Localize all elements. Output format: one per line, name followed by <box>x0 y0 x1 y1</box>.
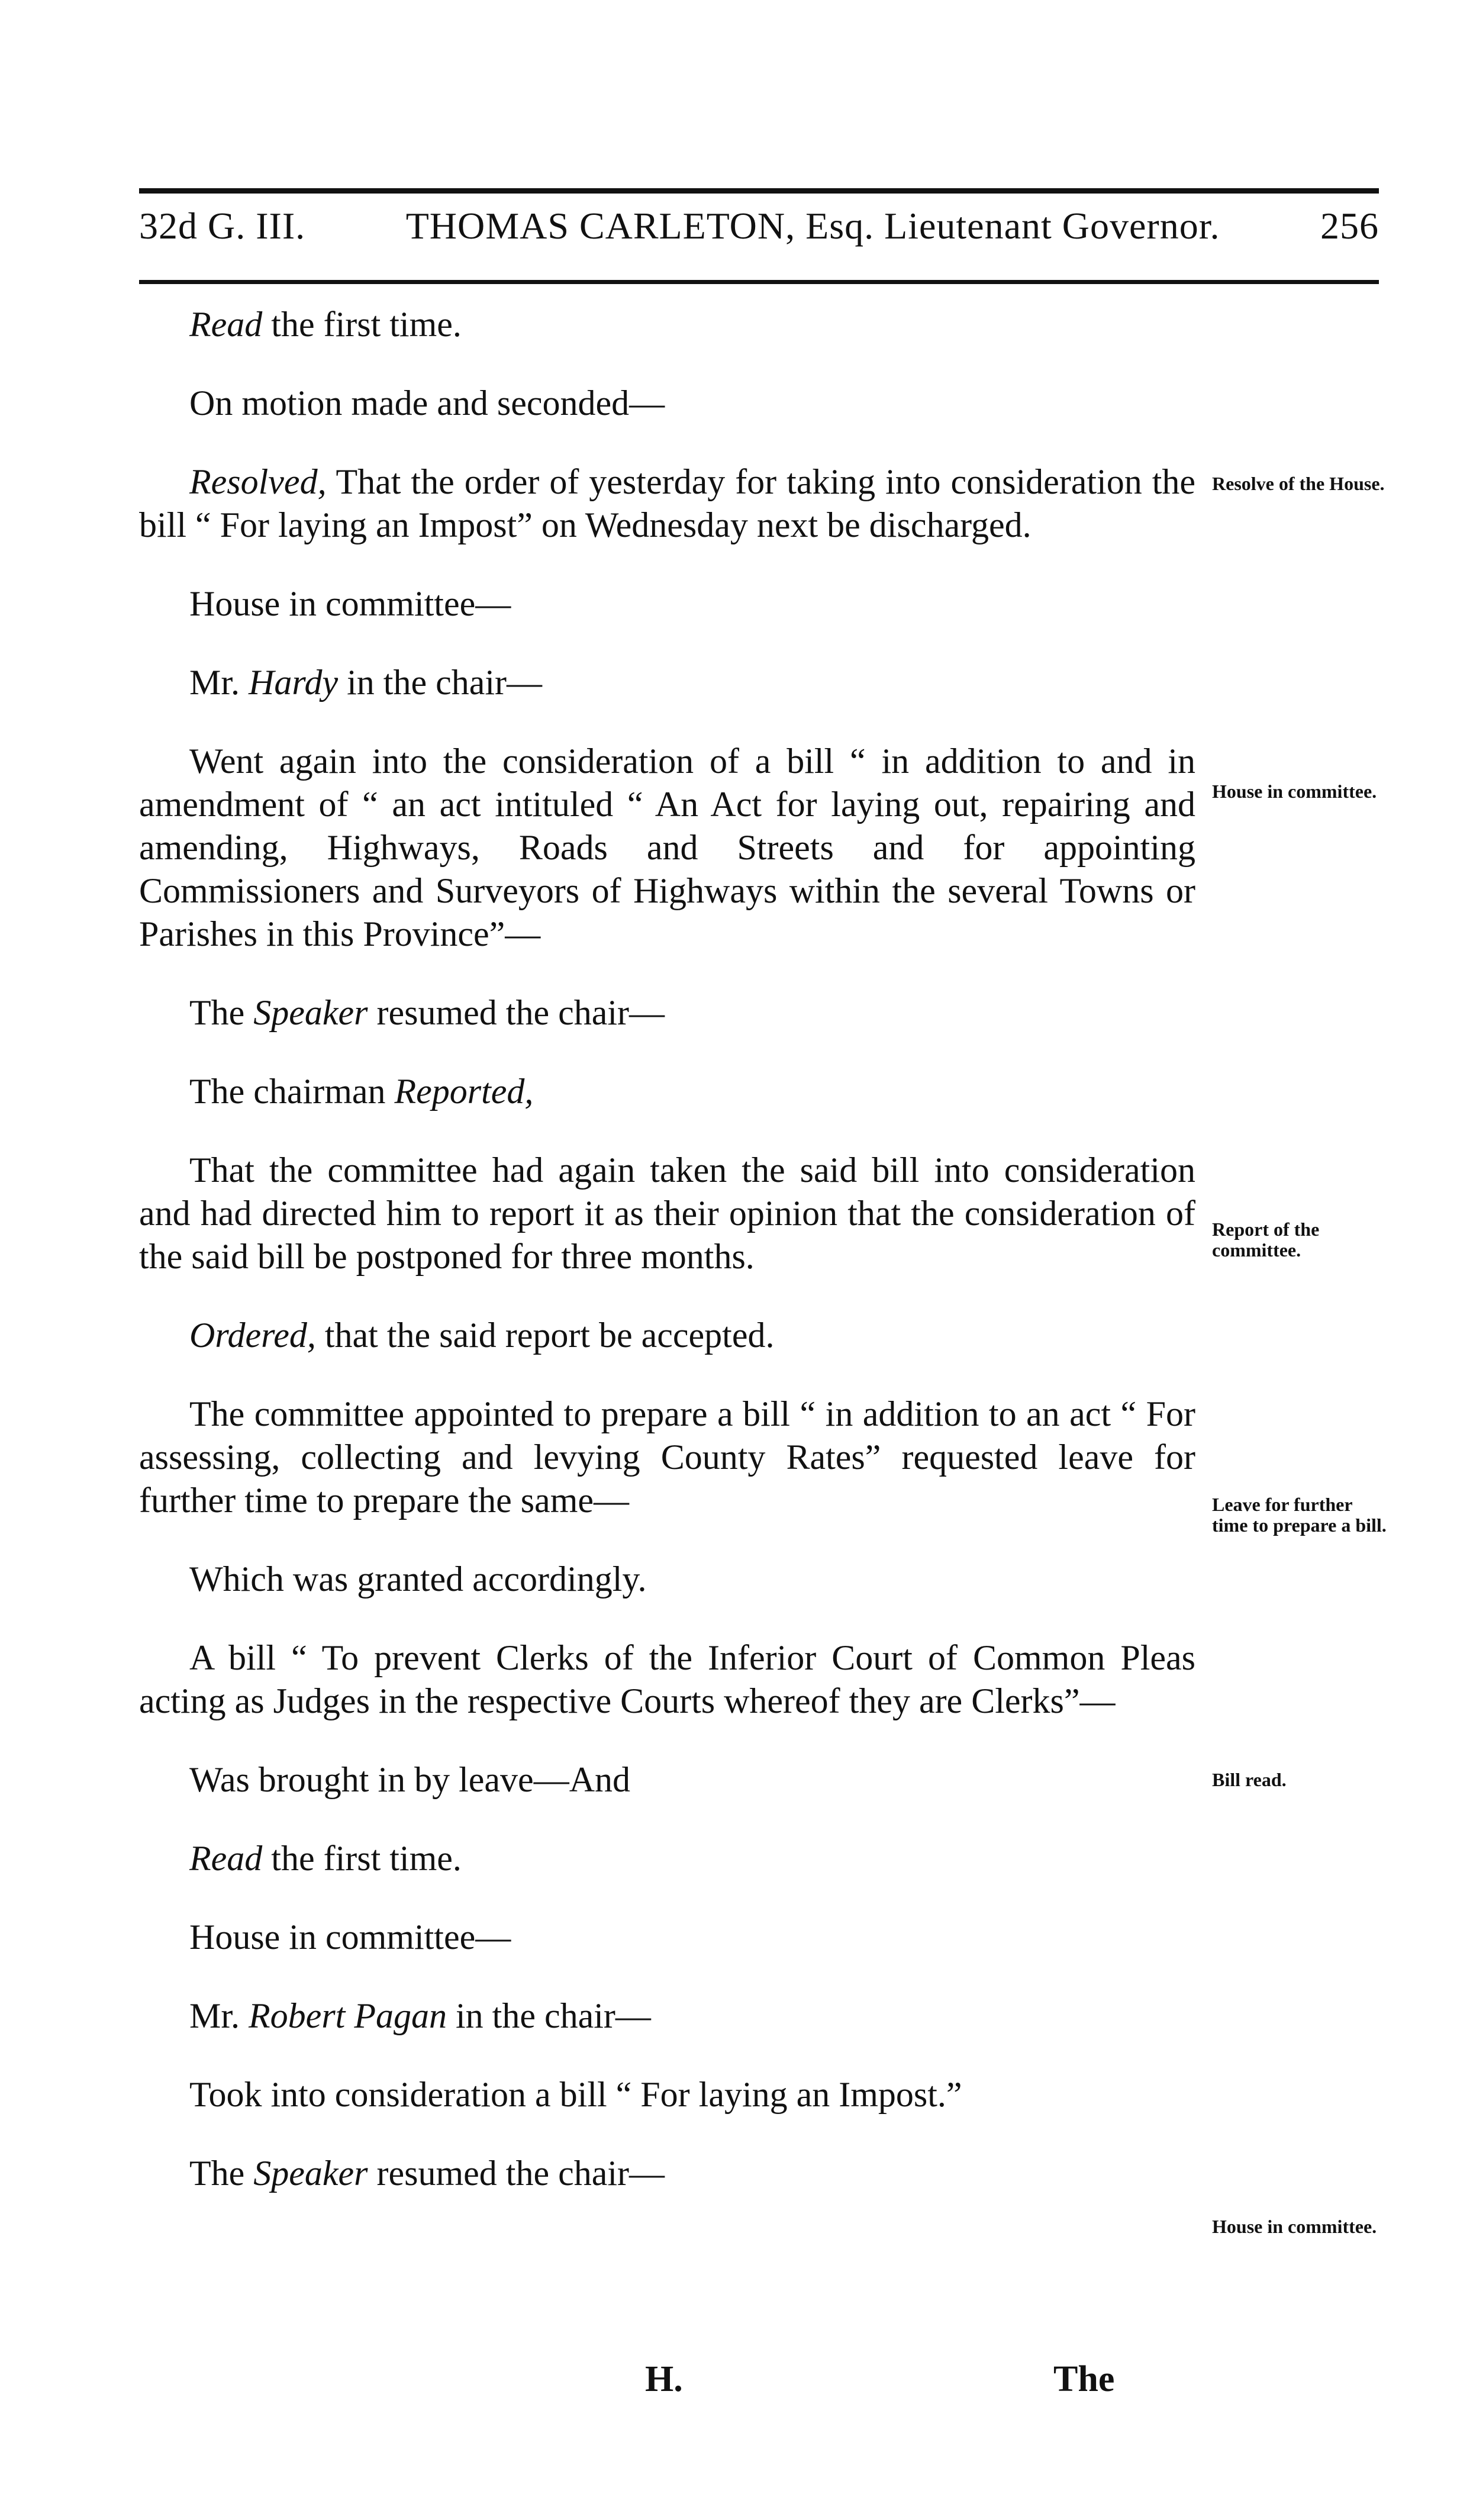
paragraph: The chairman Reported, <box>189 1072 534 1111</box>
paragraph: House in committee— <box>189 584 511 623</box>
margin-note: House in committee. <box>1212 2216 1377 2237</box>
header-title: THOMAS CARLETON, Esq. Lieutenant Governor. <box>405 205 1220 247</box>
paragraph: Ordered, that the said report be accepted. <box>189 1316 775 1355</box>
paragraph: Was brought in by leave—And <box>189 1760 631 1799</box>
margin-note: Resolve of the House. <box>1212 473 1385 494</box>
margin-note: Leave for further time to prepare a bill. <box>1212 1494 1387 1536</box>
header-rule-top <box>139 188 1379 194</box>
paragraph: Read the first time. <box>189 1839 462 1878</box>
header-regnal-year: 32d G. III. <box>139 205 306 247</box>
paragraph: The committee appointed to prepare a bill “ in addition to an act “ For assessing, collecting and levying County Rates” requested leave for further time to prepare the same— <box>139 1394 1195 1520</box>
paragraph: A bill “ To prevent Clerks of the Inferior Court of Common Pleas acting as Judges in the respective Courts whereof they are Clerks”— <box>139 1638 1195 1720</box>
paragraph: Mr. Hardy in the chair— <box>189 663 543 702</box>
paragraph: Took into consideration a bill “ For laying an Impost.” <box>189 2075 962 2114</box>
paragraph: The Speaker resumed the chair— <box>189 993 665 1032</box>
paragraph: Mr. Robert Pagan in the chair— <box>189 1996 651 2035</box>
paragraph: Resolved, That the order of yesterday for taking into consideration the bill “ For laying an Impost” on Wednesday next be discharged. <box>139 462 1195 544</box>
margin-note: House in committee. <box>1212 781 1377 802</box>
page-number: 256 <box>1320 205 1379 247</box>
paragraph: House in committee— <box>189 1918 511 1957</box>
paragraph: On motion made and seconded— <box>189 384 665 423</box>
margin-note: Report of the committee. <box>1212 1219 1320 1261</box>
paragraph: Read the first time. <box>189 305 462 344</box>
paragraph: The Speaker resumed the chair— <box>189 2154 665 2193</box>
paragraph: That the committee had again taken the said bill into consideration and had directed him to report it as their opinion that the consideration of the said bill be postponed for three months. <box>139 1151 1195 1276</box>
header-rule-bottom <box>139 280 1379 284</box>
signature-mark: H. <box>645 2359 683 2399</box>
catchword: The <box>1053 2359 1115 2399</box>
paragraph: Which was granted accordingly. <box>189 1559 647 1599</box>
running-header <box>139 204 1379 269</box>
main-text <box>139 303 1195 2195</box>
margin-note: Bill read. <box>1212 1769 1287 1790</box>
paragraph: Went again into the consideration of a bill “ in addition to and in amendment of “ an act intituled “ An Act for laying out, repairing and amending, Highways, Roads and Streets and for appointing Commissioners and Surveyors of Highways within the several Towns or Parishes in this Province”— <box>139 742 1195 953</box>
